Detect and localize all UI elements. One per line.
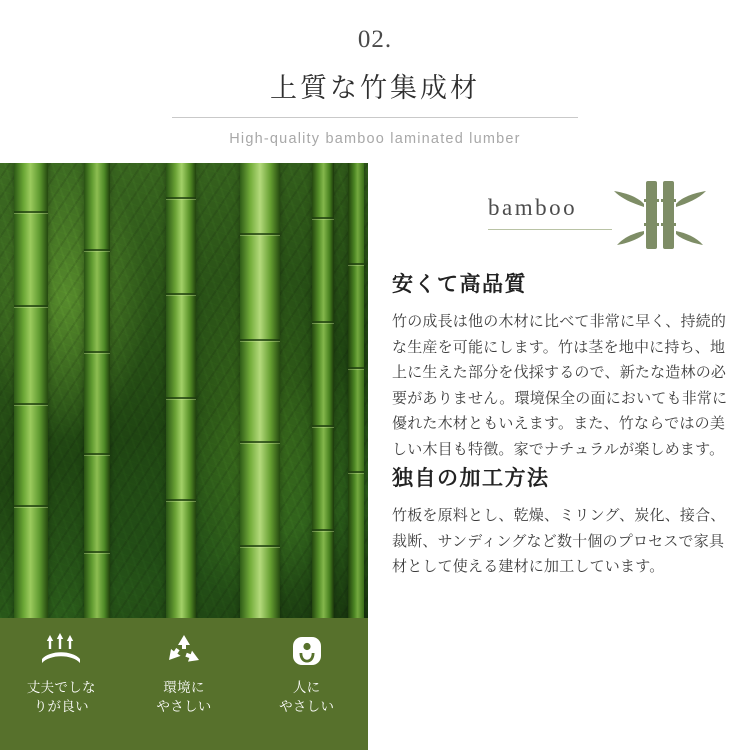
photo-column — [0, 163, 368, 750]
title-divider — [172, 117, 578, 118]
feature-label-line1: 丈夫でしな — [26, 680, 96, 695]
section-body-quality: 竹の成長は他の木材に比べて非常に早く、持続的な生産を可能にします。竹は茎を地中に持ち、地上に生えた部分を伐採するので、新たな造林の必要がありません。環境保全の面においても非常に優れた木材ともいえます。また、竹ならではの美しい木目も特徴。家でナチュラルが楽しめます。 — [392, 313, 728, 458]
strength-arrows-icon — [39, 631, 83, 671]
page-header — [0, 0, 750, 158]
brand-word: bamboo — [488, 195, 578, 220]
feature-label — [279, 678, 334, 716]
bamboo-culm — [312, 163, 334, 618]
section-title-process: 独自の加工方法 — [392, 467, 550, 490]
feature-label-line1: 環境に — [163, 680, 205, 695]
bamboo-culm — [84, 163, 110, 618]
text-column — [392, 163, 732, 580]
feature-item-eco — [123, 618, 246, 750]
brand-block — [392, 163, 732, 268]
section-number: 02. — [357, 26, 393, 53]
feature-label-line1: 人に — [292, 680, 321, 695]
bamboo-culm — [348, 163, 364, 618]
bamboo-culm — [240, 163, 280, 618]
feature-label-line2: やさしい — [279, 699, 335, 714]
feature-label — [27, 678, 96, 716]
section-title-quality: 安くて高品質 — [392, 273, 527, 296]
feature-item-people — [245, 618, 368, 750]
feature-label — [156, 678, 211, 716]
feature-label-line2: りが良い — [33, 699, 89, 714]
bamboo-culm — [14, 163, 48, 618]
page-title: 上質な竹集成材 — [270, 73, 480, 103]
feature-label-line2: やさしい — [156, 699, 212, 714]
page-subtitle: High-quality bamboo laminated lumber — [229, 131, 521, 147]
bamboo-culm — [166, 163, 196, 618]
bamboo-stalk-icon — [614, 177, 706, 260]
section-body-process: 竹板を原料とし、乾燥、ミリング、炭化、接合、裁断、サンディングなど数十個のプロセスで家具材として使える建材に加工しています。 — [392, 507, 726, 575]
person-friendly-icon — [285, 631, 329, 671]
feature-bar — [0, 618, 368, 750]
bamboo-forest-photo — [0, 163, 368, 618]
feature-item-strength — [0, 618, 123, 750]
brand-divider — [488, 229, 612, 230]
recycle-icon — [162, 631, 206, 671]
